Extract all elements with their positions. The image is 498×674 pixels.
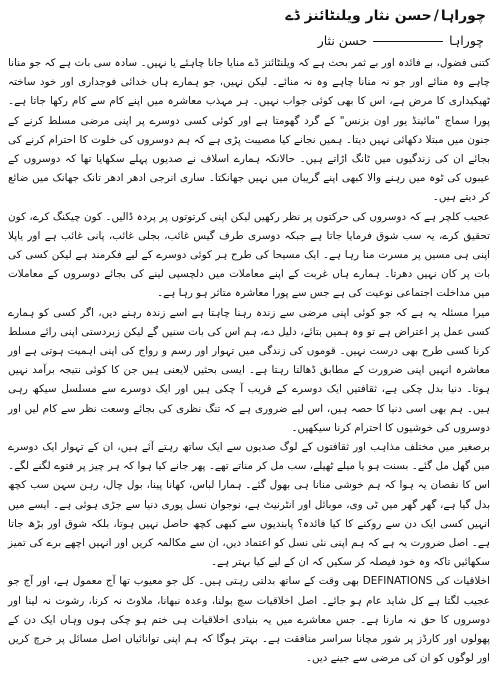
paragraph: میرا مسئلہ یہ ہے کہ جو کوئی اپنی مرضی سے زندہ رہنا چاہتا ہے اسے زندہ رہنے دیں، اگر کسی کو ہمارے کسی عمل پر اعتراض ہے تو وہ ہمیں بتائے، دلیل دے، ہم اس کی بات سنیں گے لیکن زبردستی اپنی رائے مسلط کرنا کسی طرح بھی درست نہیں۔ قوموں کی زندگی میں تہوار اور رسم و رواج کی اپنی اہمیت ہوتی ہے اور معاشرہ انہیں اپنی ضرورت کے مطابق ڈھالتا رہتا ہے۔ ایسی بحثیں لایعنی ہیں جن کا کوئی نتیجہ برآمد نہیں ہوتا۔ دنیا بدل چکی ہے، ثقافتیں ایک دوسرے کے قریب آ چکی ہیں اور ایک دوسرے سے مسلسل سیکھ رہی ہیں۔ ہم بھی اسی دنیا کا حصہ ہیں، اس لیے ضروری ہے کہ تنگ نظری کی بجائے وسعت نظر سے کام لیں اور دوسروں کی خوشیوں کا احترام کرنا سیکھیں۔ (8, 306, 490, 434)
paragraph: اخلاقیات کی DEFINATIONS بھی وقت کے ساتھ بدلتی رہتی ہیں۔ کل جو معیوب تھا آج معمول ہے، اور آج جو عجیب لگتا ہے کل شاید عام ہو جائے۔ اصل اخلاقیات سچ بولنا، وعدہ نبھانا، ملاوٹ نہ کرنا، رشوت نہ لینا اور دوسروں کا حق نہ مارنا ہے۔ جس معاشرے میں یہ بنیادی اخلاقیات ہی ختم ہو چکی ہوں وہاں ایک دن کے پھولوں اور کارڈز پر شور مچانا سراسر منافقت ہے۔ بہتر ہوگا کہ ہم اپنی توانائیاں اصل مسائل پر خرچ کریں اور لوگوں کو ان کی مرضی سے جینے دیں۔ (8, 575, 490, 665)
byline-author: حسن نثار (317, 33, 368, 48)
column-series-name: چوراہا (440, 8, 486, 24)
title-separator: / (433, 8, 439, 24)
paragraph: برصغیر میں مختلف مذاہب اور ثقافتوں کے لوگ صدیوں سے ایک ساتھ رہتے آئے ہیں، ان کے تہوار ایک دوسرے میں گھل مل گئے۔ بسنت ہو یا میلے ٹھیلے، سب مل کر مناتے تھے۔ پھر جانے کیا ہوا کہ ہر چیز پر فتوے لگنے لگے۔ اس کا نقصان یہ ہوا کہ ہم خوشی منانا ہی بھول گئے۔ ہمارا لباس، کھانا پینا، بول چال، رہن سہن سب کچھ بدل گیا ہے، گھر گھر میں ٹی وی، موبائل اور انٹرنیٹ ہے، نوجوان نسل پوری دنیا سے جڑی ہوئی ہے۔ ایسے میں انہیں کسی ایک دن سے روکنے کا کیا فائدہ؟ پابندیوں سے کبھی کچھ حاصل نہیں ہوتا، بلکہ شوق اور بڑھ جاتا ہے۔ اصل ضرورت یہ ہے کہ ہم اپنی نئی نسل کو اعتماد دیں، ان سے مکالمہ کریں اور انہیں اچھے برے کی تمیز سکھائیں تاکہ وہ خود فیصلہ کر سکیں کہ ان کے لیے کیا بہتر ہے۔ (8, 441, 490, 569)
paragraph: عجیب کلچر ہے کہ دوسروں کی حرکتوں پر نظر رکھیں لیکن اپنی کرتوتوں پر پردہ ڈالیں۔ کون چیکنگ کرے، کون تحقیق کرے، یہ سب شوق فرمایا جاتا ہے جبکہ دوسری طرف گیس غائب، بجلی غائب، پانی غائب ہے اور یاپلا اپنی ہی مسیں پر مسرت منا رہا ہے۔ ایک مسیحا کی طرح ہر کوئی دوسرے کے لیے فکرمند ہے لیکن کسی کی بات پر کان نہیں دھرتا۔ ہمارے ہاں غربت کے اپنے معاملات میں دلچسپی لینے کی بجائے دوسروں کے معاملات میں مداخلت اجتماعی نوعیت کی ہے جس سے پورا معاشرہ متاثر ہو رہا ہے۔ (8, 210, 490, 300)
column-headline (8, 6, 486, 26)
byline-section: چوراہا (449, 33, 484, 48)
article-title: ویلنٹائنز ڈے (285, 8, 361, 24)
byline (8, 32, 484, 50)
paragraph: کتنی فضول، بے فائدہ اور بے ثمر بحث ہے کہ ویلنٹائنز ڈے منایا جانا چاہئے یا نہیں۔ سادہ سی بات ہے کہ جو منانا چاہے وہ منائے اور جو نہ منانا چاہے وہ نہ منائے۔ لیکن نہیں، جو ہمارے ہاں خدائی فوجداری اور خود ساختہ ٹھیکیداری کا مرض ہے، اس کا بھی کوئی جواب نہیں۔ ہر مہذب معاشرہ میں اپنے کام سے کام رکھا جاتا ہے۔ پورا سماج "مائینڈ یور اون بزنس" کے گرد گھومتا ہے اور کوئی کسی دوسرے پر اپنی مرضی مسلط کرنے کے جنون میں مبتلا دکھائی نہیں دیتا۔ ہمیں نجانے کیا مصیبت پڑی ہے کہ ہم دوسروں کی خلوت کا احترام کرنے کی بجائے ان کی زندگیوں میں ٹانگ اڑاتے ہیں۔ حالانکہ ہمارے اسلاف نے صدیوں پہلے سکھایا تھا کہ دوسروں کے عیبوں کی ٹوہ میں رہنے والا کبھی اپنے گریبان میں نہیں جھانکتا۔ ساری انرجی ادھر ادھر تانک جھانک میں ضائع کر دیتے ہیں۔ (8, 57, 490, 204)
article-body (8, 54, 490, 669)
headline-author: حسن نثار (365, 8, 432, 24)
byline-divider (373, 41, 443, 42)
